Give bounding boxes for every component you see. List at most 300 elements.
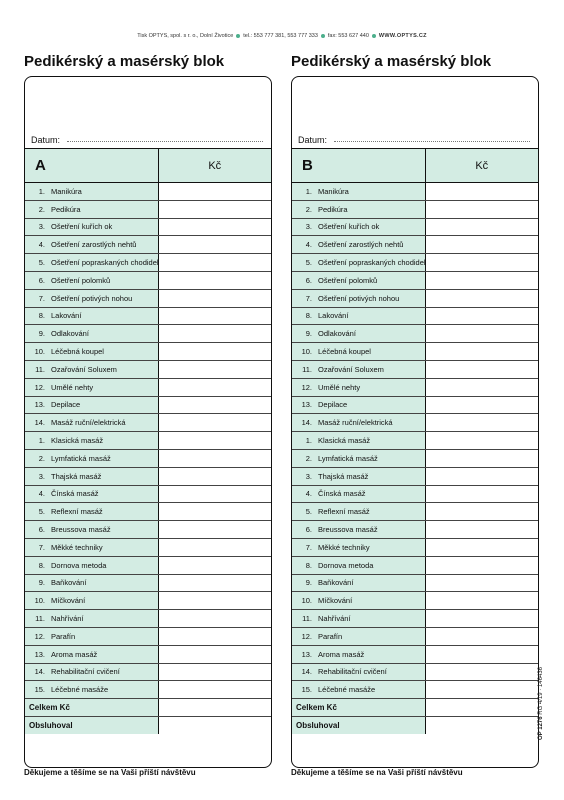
price-cell[interactable]	[425, 485, 538, 503]
service-number: 1.	[38, 436, 45, 446]
price-cell[interactable]	[425, 645, 538, 663]
service-number: 4.	[305, 489, 312, 499]
service-label	[292, 307, 425, 325]
service-label	[25, 360, 158, 378]
service-number: 13.	[301, 400, 312, 410]
table-row	[292, 200, 538, 218]
service-number: 12.	[34, 382, 45, 392]
table-row	[25, 503, 271, 521]
service-number: 14.	[301, 667, 312, 677]
service-name: Breussova masáž	[51, 525, 111, 535]
table-row	[25, 325, 271, 343]
price-cell[interactable]	[158, 663, 271, 681]
service-number: 3.	[38, 222, 45, 232]
service-number: 13.	[34, 649, 45, 659]
table-row	[25, 556, 271, 574]
form-version: RG 4/19 · 146436	[538, 667, 544, 715]
price-cell[interactable]	[425, 183, 538, 201]
service-name: Depilace	[318, 400, 348, 410]
price-cell[interactable]	[425, 218, 538, 236]
served-row	[25, 717, 271, 735]
price-cell[interactable]	[158, 645, 271, 663]
table-row	[292, 218, 538, 236]
served-label: Obsluhoval	[25, 717, 158, 735]
total-cell[interactable]	[158, 699, 271, 717]
service-label	[25, 414, 158, 432]
price-cell[interactable]	[425, 200, 538, 218]
service-label	[292, 360, 425, 378]
table-row	[25, 467, 271, 485]
service-number: 11.	[35, 614, 45, 624]
price-cell[interactable]	[425, 681, 538, 699]
service-label	[292, 432, 425, 450]
service-number: 5.	[38, 258, 45, 268]
service-number: 1.	[305, 186, 312, 196]
service-number: 10.	[34, 596, 45, 606]
service-label	[25, 503, 158, 521]
table-row	[25, 236, 271, 254]
price-cell[interactable]	[158, 343, 271, 361]
table-row	[25, 289, 271, 307]
service-number: 8.	[305, 560, 312, 570]
service-label	[292, 414, 425, 432]
service-name: Míčkování	[318, 596, 353, 606]
service-number: 6.	[305, 525, 312, 535]
table-row	[292, 610, 538, 628]
service-name: Léčebná koupel	[51, 347, 104, 357]
thanks-note: Děkujeme a těšíme se na Vaši příští návštěvu	[291, 768, 463, 777]
price-cell[interactable]	[158, 254, 271, 272]
service-label	[292, 467, 425, 485]
service-name: Klasická masáž	[318, 436, 371, 446]
service-number: 7.	[305, 542, 312, 552]
table-row	[25, 200, 271, 218]
service-number: 11.	[35, 364, 45, 374]
service-name: Měkké techniky	[318, 542, 370, 552]
service-name: Čínská masáž	[51, 489, 99, 499]
served-cell[interactable]	[425, 717, 538, 735]
table-row	[25, 254, 271, 272]
service-label	[292, 449, 425, 467]
service-name: Manikúra	[318, 186, 349, 196]
service-name: Parafín	[318, 631, 343, 641]
service-name: Aroma masáž	[318, 649, 365, 659]
service-name: Lymfatická masáž	[51, 453, 111, 463]
price-cell[interactable]	[425, 432, 538, 450]
service-name: Ošetření potivých nohou	[318, 293, 400, 303]
service-number: 7.	[38, 542, 45, 552]
table-row	[25, 627, 271, 645]
table-header	[25, 149, 271, 183]
price-cell[interactable]	[425, 360, 538, 378]
table-row	[25, 574, 271, 592]
services-table	[25, 149, 271, 734]
price-cell[interactable]	[425, 627, 538, 645]
service-label	[25, 254, 158, 272]
table-row	[292, 449, 538, 467]
service-name: Léčebná koupel	[318, 347, 371, 357]
total-label: Celkem Kč	[25, 699, 158, 717]
table-row	[25, 183, 271, 201]
price-cell[interactable]	[158, 432, 271, 450]
service-number: 15.	[301, 685, 312, 695]
service-number: 15.	[34, 685, 45, 695]
service-name: Ozařování Soluxem	[51, 364, 117, 374]
service-label	[292, 663, 425, 681]
service-name: Umělé nehty	[51, 382, 94, 392]
service-number: 4.	[38, 240, 45, 250]
table-row	[25, 271, 271, 289]
service-number: 11.	[302, 364, 312, 374]
service-name: Baňkování	[318, 578, 354, 588]
service-number: 4.	[305, 240, 312, 250]
service-number: 14.	[34, 667, 45, 677]
table-row	[25, 538, 271, 556]
table-row	[292, 236, 538, 254]
service-label	[292, 645, 425, 663]
service-label	[292, 183, 425, 201]
service-name: Rehabilitační cvičení	[51, 667, 120, 677]
notes-area[interactable]	[25, 77, 271, 149]
table-row	[292, 521, 538, 539]
service-label	[292, 538, 425, 556]
price-cell[interactable]	[425, 521, 538, 539]
price-cell[interactable]	[158, 592, 271, 610]
service-number: 5.	[38, 507, 45, 517]
service-number: 9.	[305, 329, 312, 339]
service-number: 12.	[34, 631, 45, 641]
price-cell[interactable]	[158, 271, 271, 289]
table-row	[25, 592, 271, 610]
table-row	[292, 485, 538, 503]
table-row	[25, 610, 271, 628]
date-field[interactable]	[67, 141, 263, 142]
service-label	[292, 218, 425, 236]
price-cell[interactable]	[425, 503, 538, 521]
table-row	[25, 218, 271, 236]
price-cell[interactable]	[425, 592, 538, 610]
service-label	[25, 521, 158, 539]
price-cell[interactable]	[425, 467, 538, 485]
service-name: Thajská masáž	[318, 471, 369, 481]
service-number: 9.	[38, 578, 45, 588]
service-label	[25, 681, 158, 699]
service-name: Manikúra	[51, 186, 82, 196]
table-row	[292, 414, 538, 432]
service-number: 4.	[38, 489, 45, 499]
table-row	[25, 432, 271, 450]
service-label	[292, 574, 425, 592]
price-cell[interactable]	[158, 610, 271, 628]
coupon-a	[24, 52, 272, 792]
service-label	[25, 538, 158, 556]
service-name: Dornova metoda	[318, 560, 374, 570]
table-row	[292, 645, 538, 663]
service-name: Nahřívání	[51, 614, 84, 624]
table-row	[292, 271, 538, 289]
side-code	[538, 640, 550, 740]
service-number: 8.	[38, 311, 45, 321]
price-cell[interactable]	[158, 467, 271, 485]
price-cell[interactable]	[158, 396, 271, 414]
service-label	[292, 254, 425, 272]
table-row	[292, 307, 538, 325]
price-cell[interactable]	[425, 289, 538, 307]
service-number: 5.	[305, 258, 312, 268]
price-cell[interactable]	[425, 610, 538, 628]
service-number: 1.	[305, 436, 312, 446]
price-cell[interactable]	[158, 307, 271, 325]
table-row	[292, 360, 538, 378]
service-name: Pedikúra	[318, 204, 348, 214]
service-number: 6.	[38, 275, 45, 285]
price-cell[interactable]	[158, 556, 271, 574]
price-column-header: Kč	[158, 149, 271, 183]
table-row	[25, 663, 271, 681]
coupon-letter: A	[25, 149, 158, 183]
table-row	[292, 467, 538, 485]
service-number: 6.	[305, 275, 312, 285]
price-cell[interactable]	[425, 449, 538, 467]
service-name: Léčebné masáže	[51, 685, 109, 695]
price-cell[interactable]	[425, 574, 538, 592]
form-title: Pedikérský a masérský blok	[291, 53, 492, 70]
service-name: Breussova masáž	[318, 525, 378, 535]
date-label: Datum:	[298, 135, 328, 145]
table-row	[25, 396, 271, 414]
table-row	[25, 307, 271, 325]
service-name: Ošetření zarostlých nehtů	[51, 240, 137, 250]
table-row	[292, 574, 538, 592]
price-cell[interactable]	[158, 503, 271, 521]
service-label	[292, 485, 425, 503]
table-row	[25, 681, 271, 699]
table-row	[292, 556, 538, 574]
served-cell[interactable]	[158, 717, 271, 735]
service-label	[25, 378, 158, 396]
service-label	[25, 236, 158, 254]
coupon-b	[291, 52, 539, 792]
price-cell[interactable]	[158, 183, 271, 201]
service-name: Depilace	[51, 400, 81, 410]
service-label	[25, 325, 158, 343]
service-name: Reflexní masáž	[51, 507, 103, 517]
service-number: 11.	[302, 614, 312, 624]
total-row	[25, 699, 271, 717]
service-name: Lymfatická masáž	[318, 453, 378, 463]
service-name: Ozařování Soluxem	[318, 364, 384, 374]
service-name: Ošetření popraskaných chodidel	[318, 258, 426, 268]
service-name: Dornova metoda	[51, 560, 107, 570]
service-name: Míčkování	[51, 596, 86, 606]
form-title: Pedikérský a masérský blok	[24, 53, 225, 70]
price-cell[interactable]	[425, 556, 538, 574]
price-cell[interactable]	[158, 627, 271, 645]
price-cell[interactable]	[158, 325, 271, 343]
price-cell[interactable]	[158, 289, 271, 307]
service-number: 9.	[305, 578, 312, 588]
service-label	[292, 200, 425, 218]
service-label	[292, 610, 425, 628]
table-header	[292, 149, 538, 183]
service-name: Ošetření polomků	[318, 275, 378, 285]
table-row	[25, 343, 271, 361]
service-name: Léčebné masáže	[318, 685, 376, 695]
service-number: 9.	[38, 329, 45, 339]
service-number: 1.	[38, 186, 45, 196]
price-cell[interactable]	[425, 325, 538, 343]
price-cell[interactable]	[425, 343, 538, 361]
table-row	[25, 449, 271, 467]
form-frame	[291, 76, 539, 768]
service-number: 5.	[305, 507, 312, 517]
service-number: 2.	[38, 453, 45, 463]
table-row	[292, 503, 538, 521]
service-name: Pedikúra	[51, 204, 81, 214]
service-number: 7.	[305, 293, 312, 303]
service-number: 14.	[301, 418, 312, 428]
price-cell[interactable]	[425, 538, 538, 556]
service-label	[25, 289, 158, 307]
price-cell[interactable]	[425, 236, 538, 254]
service-label	[25, 218, 158, 236]
service-name: Ošetření polomků	[51, 275, 111, 285]
table-row	[292, 681, 538, 699]
service-label	[25, 627, 158, 645]
service-label	[25, 485, 158, 503]
service-name: Klasická masáž	[51, 436, 104, 446]
price-cell[interactable]	[425, 396, 538, 414]
form-code: OP 1276	[538, 716, 544, 740]
price-cell[interactable]	[158, 200, 271, 218]
service-label	[25, 467, 158, 485]
service-label	[292, 236, 425, 254]
service-number: 13.	[301, 649, 312, 659]
table-row	[25, 414, 271, 432]
price-cell[interactable]	[158, 538, 271, 556]
table-row	[292, 289, 538, 307]
price-cell[interactable]	[425, 254, 538, 272]
price-cell[interactable]	[158, 485, 271, 503]
services-table	[292, 149, 538, 734]
thanks-note: Děkujeme a těšíme se na Vaši příští návštěvu	[24, 768, 196, 777]
table-row	[292, 538, 538, 556]
table-row	[25, 485, 271, 503]
service-name: Lakování	[51, 311, 82, 321]
table-row	[292, 378, 538, 396]
service-name: Odlakování	[51, 329, 89, 339]
served-row	[292, 717, 538, 735]
service-number: 3.	[305, 471, 312, 481]
service-number: 8.	[305, 311, 312, 321]
table-row	[292, 592, 538, 610]
service-label	[292, 556, 425, 574]
table-row	[292, 325, 538, 343]
service-name: Odlakování	[318, 329, 356, 339]
total-cell[interactable]	[425, 699, 538, 717]
price-cell[interactable]	[158, 449, 271, 467]
service-name: Ošetření potivých nohou	[51, 293, 133, 303]
table-row	[292, 396, 538, 414]
table-row	[292, 183, 538, 201]
service-label	[25, 592, 158, 610]
table-row	[292, 432, 538, 450]
service-label	[292, 271, 425, 289]
printer-name: Tisk OPTYS, spol. s r. o., Dolní Životice	[137, 33, 234, 39]
service-name: Ošetření popraskaných chodidel	[51, 258, 159, 268]
price-cell[interactable]	[425, 414, 538, 432]
price-cell[interactable]	[425, 307, 538, 325]
service-name: Lakování	[318, 311, 349, 321]
service-label	[25, 645, 158, 663]
date-label: Datum:	[31, 135, 61, 145]
service-number: 8.	[38, 560, 45, 570]
table-row	[292, 627, 538, 645]
service-label	[25, 556, 158, 574]
service-name: Aroma masáž	[51, 649, 98, 659]
service-label	[292, 343, 425, 361]
service-label	[25, 610, 158, 628]
price-cell[interactable]	[158, 414, 271, 432]
service-label	[25, 449, 158, 467]
price-cell[interactable]	[158, 681, 271, 699]
service-name: Thajská masáž	[51, 471, 102, 481]
price-cell[interactable]	[158, 378, 271, 396]
service-name: Ošetření kuřích ok	[318, 222, 380, 232]
service-number: 3.	[38, 471, 45, 481]
service-label	[292, 681, 425, 699]
price-cell[interactable]	[158, 236, 271, 254]
service-number: 14.	[34, 418, 45, 428]
service-number: 2.	[38, 204, 45, 214]
total-row	[292, 699, 538, 717]
service-name: Parafín	[51, 631, 76, 641]
price-column-header: Kč	[425, 149, 538, 183]
price-cell[interactable]	[425, 271, 538, 289]
service-name: Rehabilitační cvičení	[318, 667, 387, 677]
price-cell[interactable]	[158, 218, 271, 236]
service-name: Ošetření zarostlých nehtů	[318, 240, 404, 250]
price-cell[interactable]	[158, 521, 271, 539]
service-label	[292, 627, 425, 645]
service-label	[25, 307, 158, 325]
table-row	[292, 343, 538, 361]
service-label	[25, 183, 158, 201]
service-number: 6.	[38, 525, 45, 535]
printer-web: WWW.OPTYS.CZ	[378, 33, 427, 39]
date-field[interactable]	[334, 141, 530, 142]
service-number: 3.	[305, 222, 312, 232]
price-cell[interactable]	[425, 378, 538, 396]
table-row	[25, 360, 271, 378]
notes-area[interactable]	[292, 77, 538, 149]
bullet-icon	[372, 34, 376, 38]
service-label	[292, 325, 425, 343]
price-cell[interactable]	[158, 360, 271, 378]
price-cell[interactable]	[425, 663, 538, 681]
bullet-icon	[321, 34, 325, 38]
service-label	[25, 396, 158, 414]
service-label	[292, 521, 425, 539]
service-number: 7.	[38, 293, 45, 303]
price-cell[interactable]	[158, 574, 271, 592]
service-number: 10.	[34, 347, 45, 357]
service-name: Nahřívání	[318, 614, 351, 624]
service-number: 10.	[301, 347, 312, 357]
service-label	[292, 592, 425, 610]
service-label	[292, 378, 425, 396]
service-label	[25, 663, 158, 681]
